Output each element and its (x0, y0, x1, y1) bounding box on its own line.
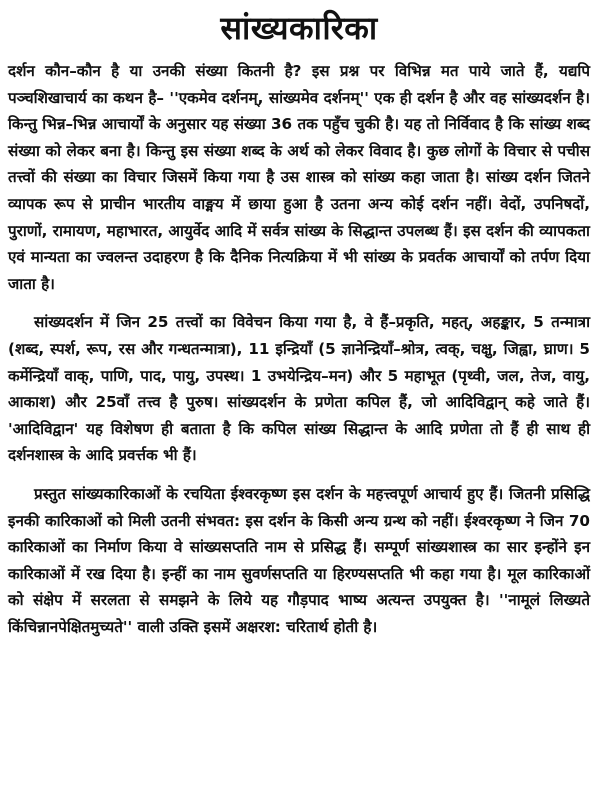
page-title: सांख्यकारिका (220, 9, 378, 47)
paragraph-3: प्रस्तुत सांख्यकारिकाओं के रचयिता ईश्वरकृष्ण इस दर्शन के महत्त्वपूर्ण आचार्य हुए हैं। जितनी प्रसिद्धि इनकी कारिकाओं को मिली उतनी संभवत: इस दर्शन के किसी अन्य ग्रन्थ को नहीं। ईश्वरकृष्ण ने जिन 70 कारिकाओं का निर्माण किया वे सांख्यसप्तति नाम से प्रसिद्ध हैं। सम्पूर्ण सांख्यशास्त्र का सार इन्होंने इन कारिकाओं में रख दिया है। इन्हीं का नाम सुवर्णसप्तति या हिरण्यसप्तति भी कहा गया है। मूल कारिकाओं को संक्षेप में सरलता से समझने के लिये यह गौड़पाद भाष्य अत्यन्त उपयुक्त है। ''नामूलं लिख्यते किंचिन्नानपेक्षितमुच्यते'' वाली उक्ति इसमें अक्षरश: चरितार्थ होती है। (8, 484, 590, 636)
paragraph-2: सांख्यदर्शन में जिन 25 तत्त्वों का विवेचन किया गया है, वे हैं–प्रकृति, महत्, अहङ्कार, 5 तन्मात्रा (शब्द, स्पर्श, रूप, रस और गन्धतन्मात्रा), 11 इन्द्रियाँ (5 ज्ञानेन्द्रियाँ–श्रोत्र, त्वक्, चक्षु, जिह्वा, घ्राण। 5 कर्मेन्द्रियाँ वाक्, पाणि, पाद, पायु, उपस्थ। 1 उभयेन्द्रिय–मन) और 5 महाभूत (पृथ्वी, जल, तेज, वायु, आकाश) और 25वाँ तत्त्व है पुरुष। सांख्यदर्शन के प्रणेता कपिल हैं, जो आदिविद्वान् कहे जाते हैं। 'आदिविद्वान' यह विशेषण ही बताता है कि कपिल सांख्य सिद्धान्त के आदि प्रणेता तो हैं ही साथ ही दर्शनशास्त्र के आदि प्रवर्त्तक भी हैं। (8, 313, 591, 465)
paragraph-gap (8, 297, 590, 309)
paragraph-1: दर्शन कौन–कौन है या उनकी संख्या कितनी है? इस प्रश्न पर विभिन्न मत पाये जाते हैं, यद्यपि पञ्चशिखाचार्य का कथन है– ''एकमेव दर्शनम्, सांख्यमेव दर्शनम्'' एक ही दर्शन है और वह सांख्यदर्शन है। किन्तु भिन्न–भिन्न आचार्यों के अनुसार यह संख्या 36 तक पहुँच चुकी है। यह तो निर्विवाद है कि सांख्य शब्द संख्या को लेकर बना है। किन्तु इस संख्या शब्द के अर्थ को लेकर विवाद है। कुछ लोगों के विचार से पचीस तत्त्वों की संख्या का विचार जिसमें किया गया है उस शास्त्र को सांख्य कहा जाता है। सांख्य दर्शन जितने व्यापक रूप से प्राचीन भारतीय वाङ्मय में छाया हुआ है उतना अन्य कोई दर्शन नहीं। वेदों, उपनिषदों, पुराणों, रामायण, महाभारत, आयुर्वेद आदि में सर्वत्र सांख्य के सिद्धान्त उपलब्ध हैं। इस दर्शन की व्यापकता एवं मान्यता का ज्वलन्त उदाहरण है कि दैनिक नित्यक्रिया में भी सांख्य के प्रवर्तक आचार्यों को तर्पण दिया जाता है। (8, 62, 590, 293)
paragraph-gap (8, 469, 590, 481)
